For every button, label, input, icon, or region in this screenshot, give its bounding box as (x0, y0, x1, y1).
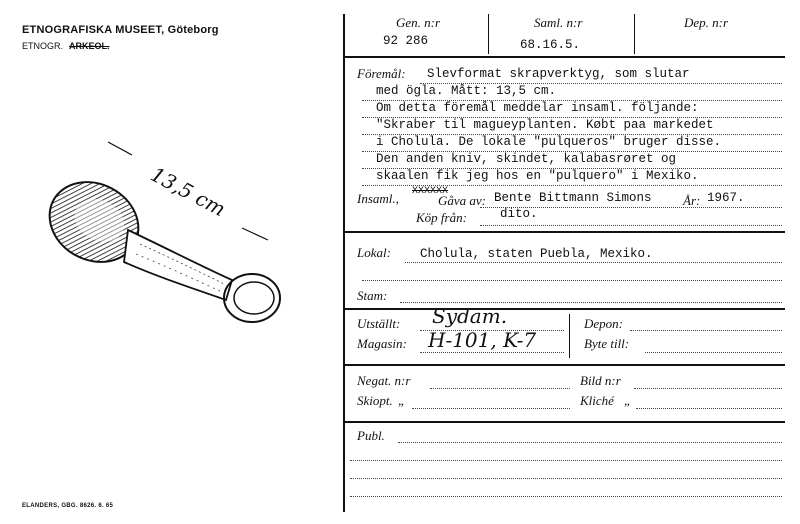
dotted-line (480, 225, 782, 226)
year-label: År: (683, 193, 701, 208)
lokal-value: Cholula, staten Puebla, Mexiko. (420, 247, 653, 261)
gen-nr-label: Gen. n:r (396, 15, 441, 30)
dotted-line (645, 352, 782, 353)
foremal-line: Slevformat skrapverktyg, som slutar (427, 67, 690, 81)
foremal-line: Den anden kniv, skindet, kalabasrøret og (376, 152, 677, 166)
bild-label: Bild n:r (580, 373, 621, 388)
magasin-label: Magasin: (357, 336, 407, 351)
department-prefix: ETNOGR. (22, 41, 64, 51)
dotted-line (412, 408, 570, 409)
dotted-line (362, 151, 782, 152)
dotted-line (350, 460, 782, 461)
magasin-value: H-101, K-7 (428, 328, 537, 352)
gen-saml-divider (488, 14, 489, 54)
insaml-value: Bente Bittmann Simons (494, 191, 652, 205)
museum-name: ETNOGRAFISKA MUSEET, Göteborg (22, 24, 219, 36)
foremal-line: Om detta föremål meddelar insaml. följande: (376, 101, 699, 115)
insaml-struck: XXXXXX (412, 186, 449, 197)
sketch-annotation: 13,5 cm (146, 162, 230, 222)
storage-divider (569, 314, 570, 358)
skiopt-label: Skiopt. (357, 393, 393, 408)
publ-label: Publ. (357, 428, 385, 443)
row-divider (343, 56, 785, 58)
dotted-line (636, 408, 782, 409)
saml-dep-divider (634, 14, 635, 54)
foremal-label: Föremål: (357, 66, 406, 81)
dotted-line (362, 100, 782, 101)
lokal-label: Lokal: (357, 245, 391, 260)
utstallt-label: Utställt: (357, 316, 401, 331)
gen-nr-value: 92 286 (383, 34, 429, 48)
foremal-line: "Skraber til magueyplanten. Købt paa markedet (376, 118, 714, 132)
foremal-line: i Cholula. De lokale "pulqueros" bruger disse. (376, 135, 722, 149)
dotted-line (634, 388, 782, 389)
dotted-line (430, 388, 570, 389)
dotted-line (398, 442, 782, 443)
cliche-label: Kliché (580, 393, 614, 408)
foremal-line: skaalen fik jeg hos en "pulquero" i Mexiko. (376, 169, 699, 183)
dotted-line (405, 262, 782, 263)
dotted-line (400, 302, 782, 303)
cliche-ditto: „ (624, 393, 632, 408)
dotted-line (362, 117, 782, 118)
dep-nr-label: Dep. n:r (684, 15, 729, 30)
utstallt-value: Sydam. (432, 304, 508, 328)
row-divider (343, 364, 785, 366)
insaml-label: Insaml., (357, 191, 399, 206)
saml-nr-label: Saml. n:r (534, 15, 583, 30)
department-struck: ARKEOL. (69, 41, 110, 51)
stam-label: Stam: (357, 288, 388, 303)
object-sketch (0, 0, 340, 524)
saml-nr-value: 68.16.5. (520, 38, 581, 52)
dotted-line (350, 496, 782, 497)
card-left-border (343, 14, 345, 512)
dotted-line (630, 330, 782, 331)
negat-label: Negat. n:r (357, 373, 411, 388)
gava-label: Gåva av: (438, 193, 487, 208)
depon-label: Depon: (584, 316, 623, 331)
kop-value: dito. (500, 207, 538, 221)
row-divider (343, 308, 785, 310)
dotted-line (420, 83, 782, 84)
row-divider (343, 231, 785, 233)
dotted-line (362, 280, 782, 281)
byte-label: Byte till: (584, 336, 630, 351)
row-divider (343, 421, 785, 423)
printer-code: ELANDERS, GBG. 8626. 6. 65 (22, 503, 114, 509)
skiopt-ditto: „ (398, 393, 406, 408)
foremal-line: med ögla. Mått: 13,5 cm. (376, 84, 557, 98)
kop-label: Köp från: (416, 210, 467, 225)
dotted-line (362, 134, 782, 135)
year-value: 1967. (707, 191, 745, 205)
dotted-line (350, 478, 782, 479)
dotted-line (420, 352, 564, 353)
dotted-line (362, 168, 782, 169)
